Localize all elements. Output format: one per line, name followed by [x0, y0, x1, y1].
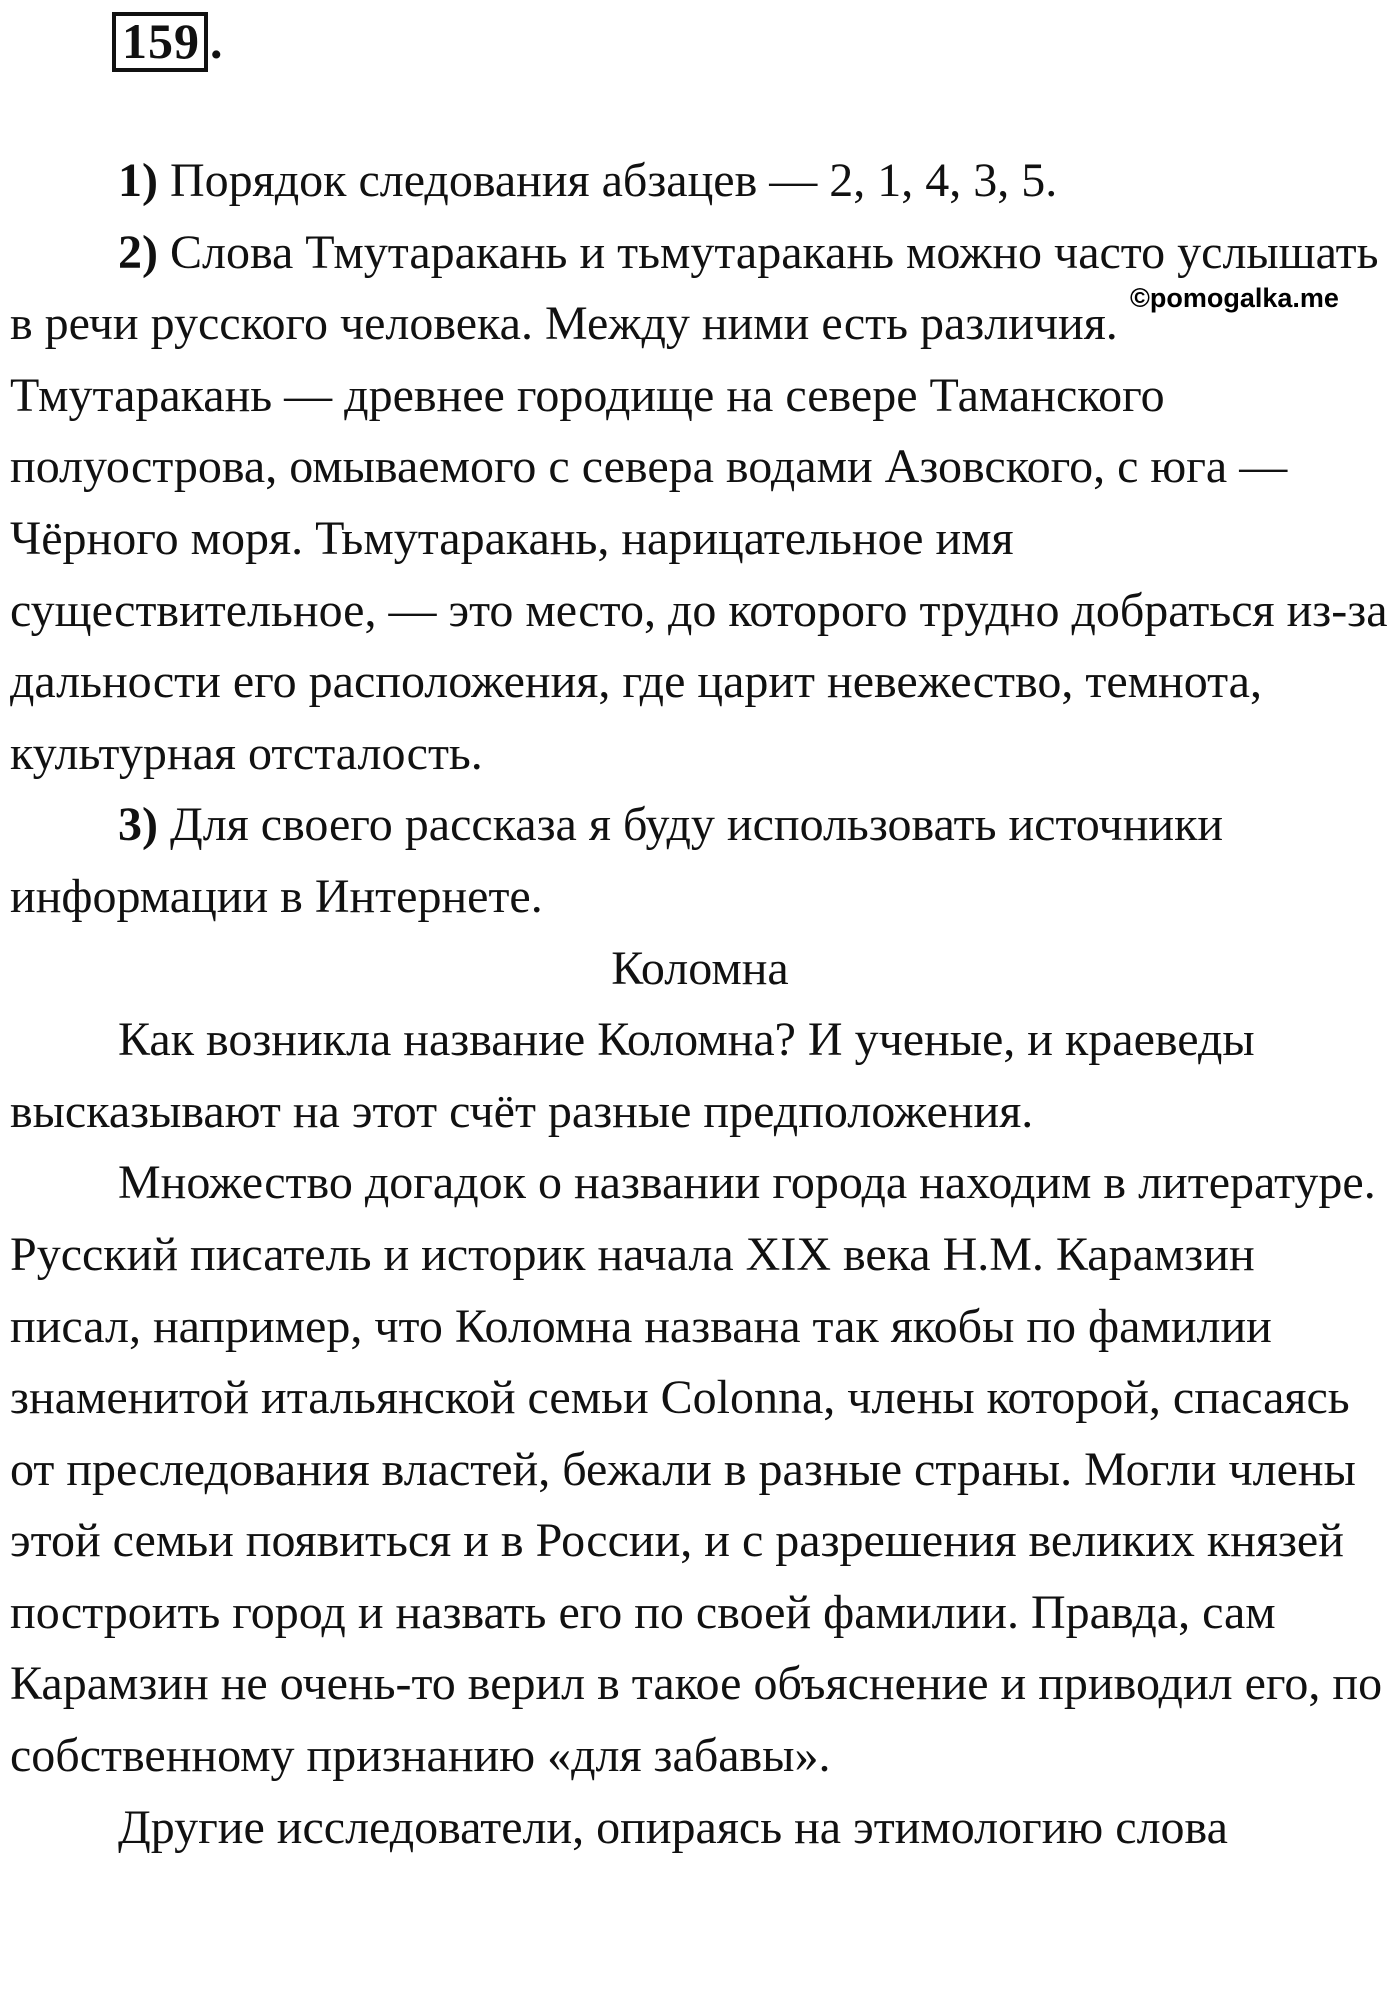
item-text: Для своего рассказа я буду использовать источники информации в Интернете. [10, 798, 1224, 923]
task-number-dot: . [210, 13, 224, 69]
task-number [112, 12, 224, 72]
item-text: Порядок следования абзацев — 2, 1, 4, 3, 5. [157, 154, 1058, 207]
answer-item-3 [10, 789, 1390, 932]
item-marker: 3) [118, 798, 158, 852]
story-paragraph: Как возникла название Коломна? И ученые, и краеведы высказывают на этот счёт разные предположения. [10, 1013, 1255, 1138]
item-marker: 1) [118, 154, 158, 207]
story-title: Коломна [611, 941, 789, 995]
item-text: Слова Тмутаракань и тьмутаракань можно часто услышать в речи русского человека. Между ними есть различия. Тмутаракань — древнее городище на севере Таманского полуострова, омываемого с севера водами Азовского, с юга — Чёрного моря. Тьмутаракань, нарицательное имя существительное, — это место, до которого трудно добраться из-за дальности его расположения, где царит невежество, темнота, культурная отсталость. [10, 225, 1388, 780]
task-number-box: 159 [112, 12, 208, 72]
item-marker: 2) [118, 225, 158, 279]
answer-item-1 [10, 145, 1390, 217]
answer-text [10, 145, 1390, 1863]
watermark: ©pomogalka.me [1130, 283, 1339, 313]
story-paragraph: Множество догадок о названии города находим в литературе. Русский писатель и историк начала XIX века Н.М. Карамзин писал, например, что Коломна названа так якобы по фамилии знаменитой итальянской семьи Colonna, члены которой, спасаясь от преследования властей, бежали в разные страны. Могли члены этой семьи появиться и в России, и с разрешения великих князей построить город и назвать его по своей фамилии. Правда, сам Карамзин не очень-то верил в такое объяснение и приводил его, по собственному признанию «для забавы». [10, 1156, 1383, 1783]
story-paragraph: Другие исследователи, опираясь на этимологию слова [118, 1800, 1228, 1854]
